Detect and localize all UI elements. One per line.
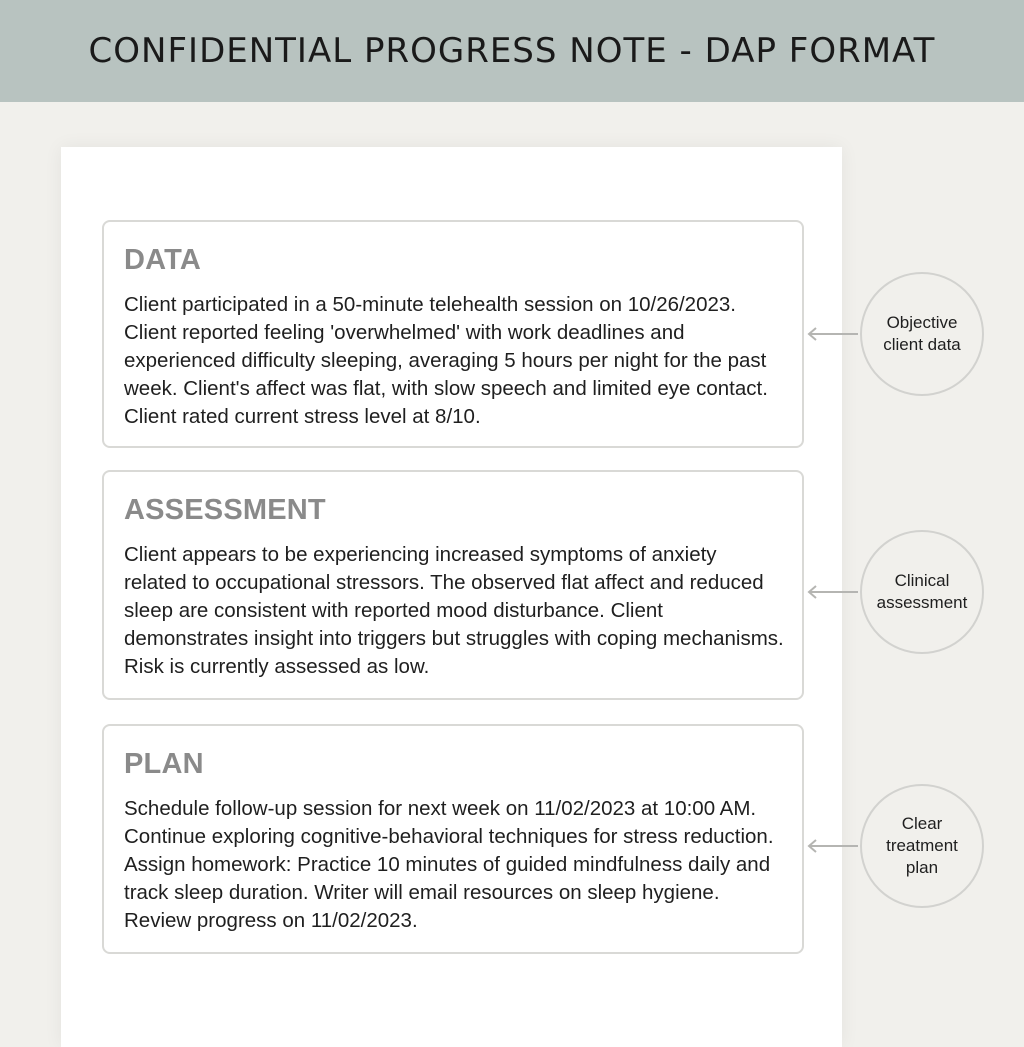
plan-section-heading: PLAN bbox=[124, 748, 204, 780]
callout-objective-client-data bbox=[860, 272, 984, 396]
callout-clinical-assessment bbox=[860, 530, 984, 654]
assessment-section-heading: ASSESSMENT bbox=[124, 494, 326, 526]
callout-arrow-icon bbox=[806, 327, 858, 341]
data-section-heading: DATA bbox=[124, 244, 202, 276]
callout-clear-treatment-plan bbox=[860, 784, 984, 908]
callout-arrow-icon bbox=[806, 839, 858, 853]
assessment-section bbox=[102, 470, 804, 700]
data-section-body: Client participated in a 50-minute telehealth session on 10/26/2023. Client reported feeling 'overwhelmed' with work deadlines and experienced difficulty sleeping, averaging 5 hours per night for the past week. Client's affect was flat, with slow speech and limited eye contact. Client rated current stress level at 8/10. bbox=[124, 293, 768, 428]
plan-section bbox=[102, 724, 804, 954]
page-header bbox=[0, 0, 1024, 102]
plan-section-body: Schedule follow-up session for next week on 11/02/2023 at 10:00 AM. Continue exploring cognitive-behavioral techniques for stress reduction. Assign homework: Practice 10 minutes of guided mindfulness daily and track sleep duration. Writer will email resources on sleep hygiene. Review progress on 11/02/2023. bbox=[124, 797, 774, 932]
data-section bbox=[102, 220, 804, 448]
callout-assessment-label: Clinical assessment bbox=[876, 571, 968, 612]
assessment-section-body: Client appears to be experiencing increased symptoms of anxiety related to occupational stressors. The observed flat affect and reduced sleep are consistent with reported mood disturbance. Client demonstrates insight into triggers but struggles with coping mechanisms. Risk is currently assessed as low. bbox=[124, 543, 784, 678]
callout-arrow-icon bbox=[806, 585, 858, 599]
page-title: CONFIDENTIAL PROGRESS NOTE - DAP FORMAT bbox=[88, 31, 936, 71]
callout-plan-label: Clear treatment plan bbox=[886, 814, 958, 877]
callout-data-label: Objective client data bbox=[883, 313, 961, 354]
